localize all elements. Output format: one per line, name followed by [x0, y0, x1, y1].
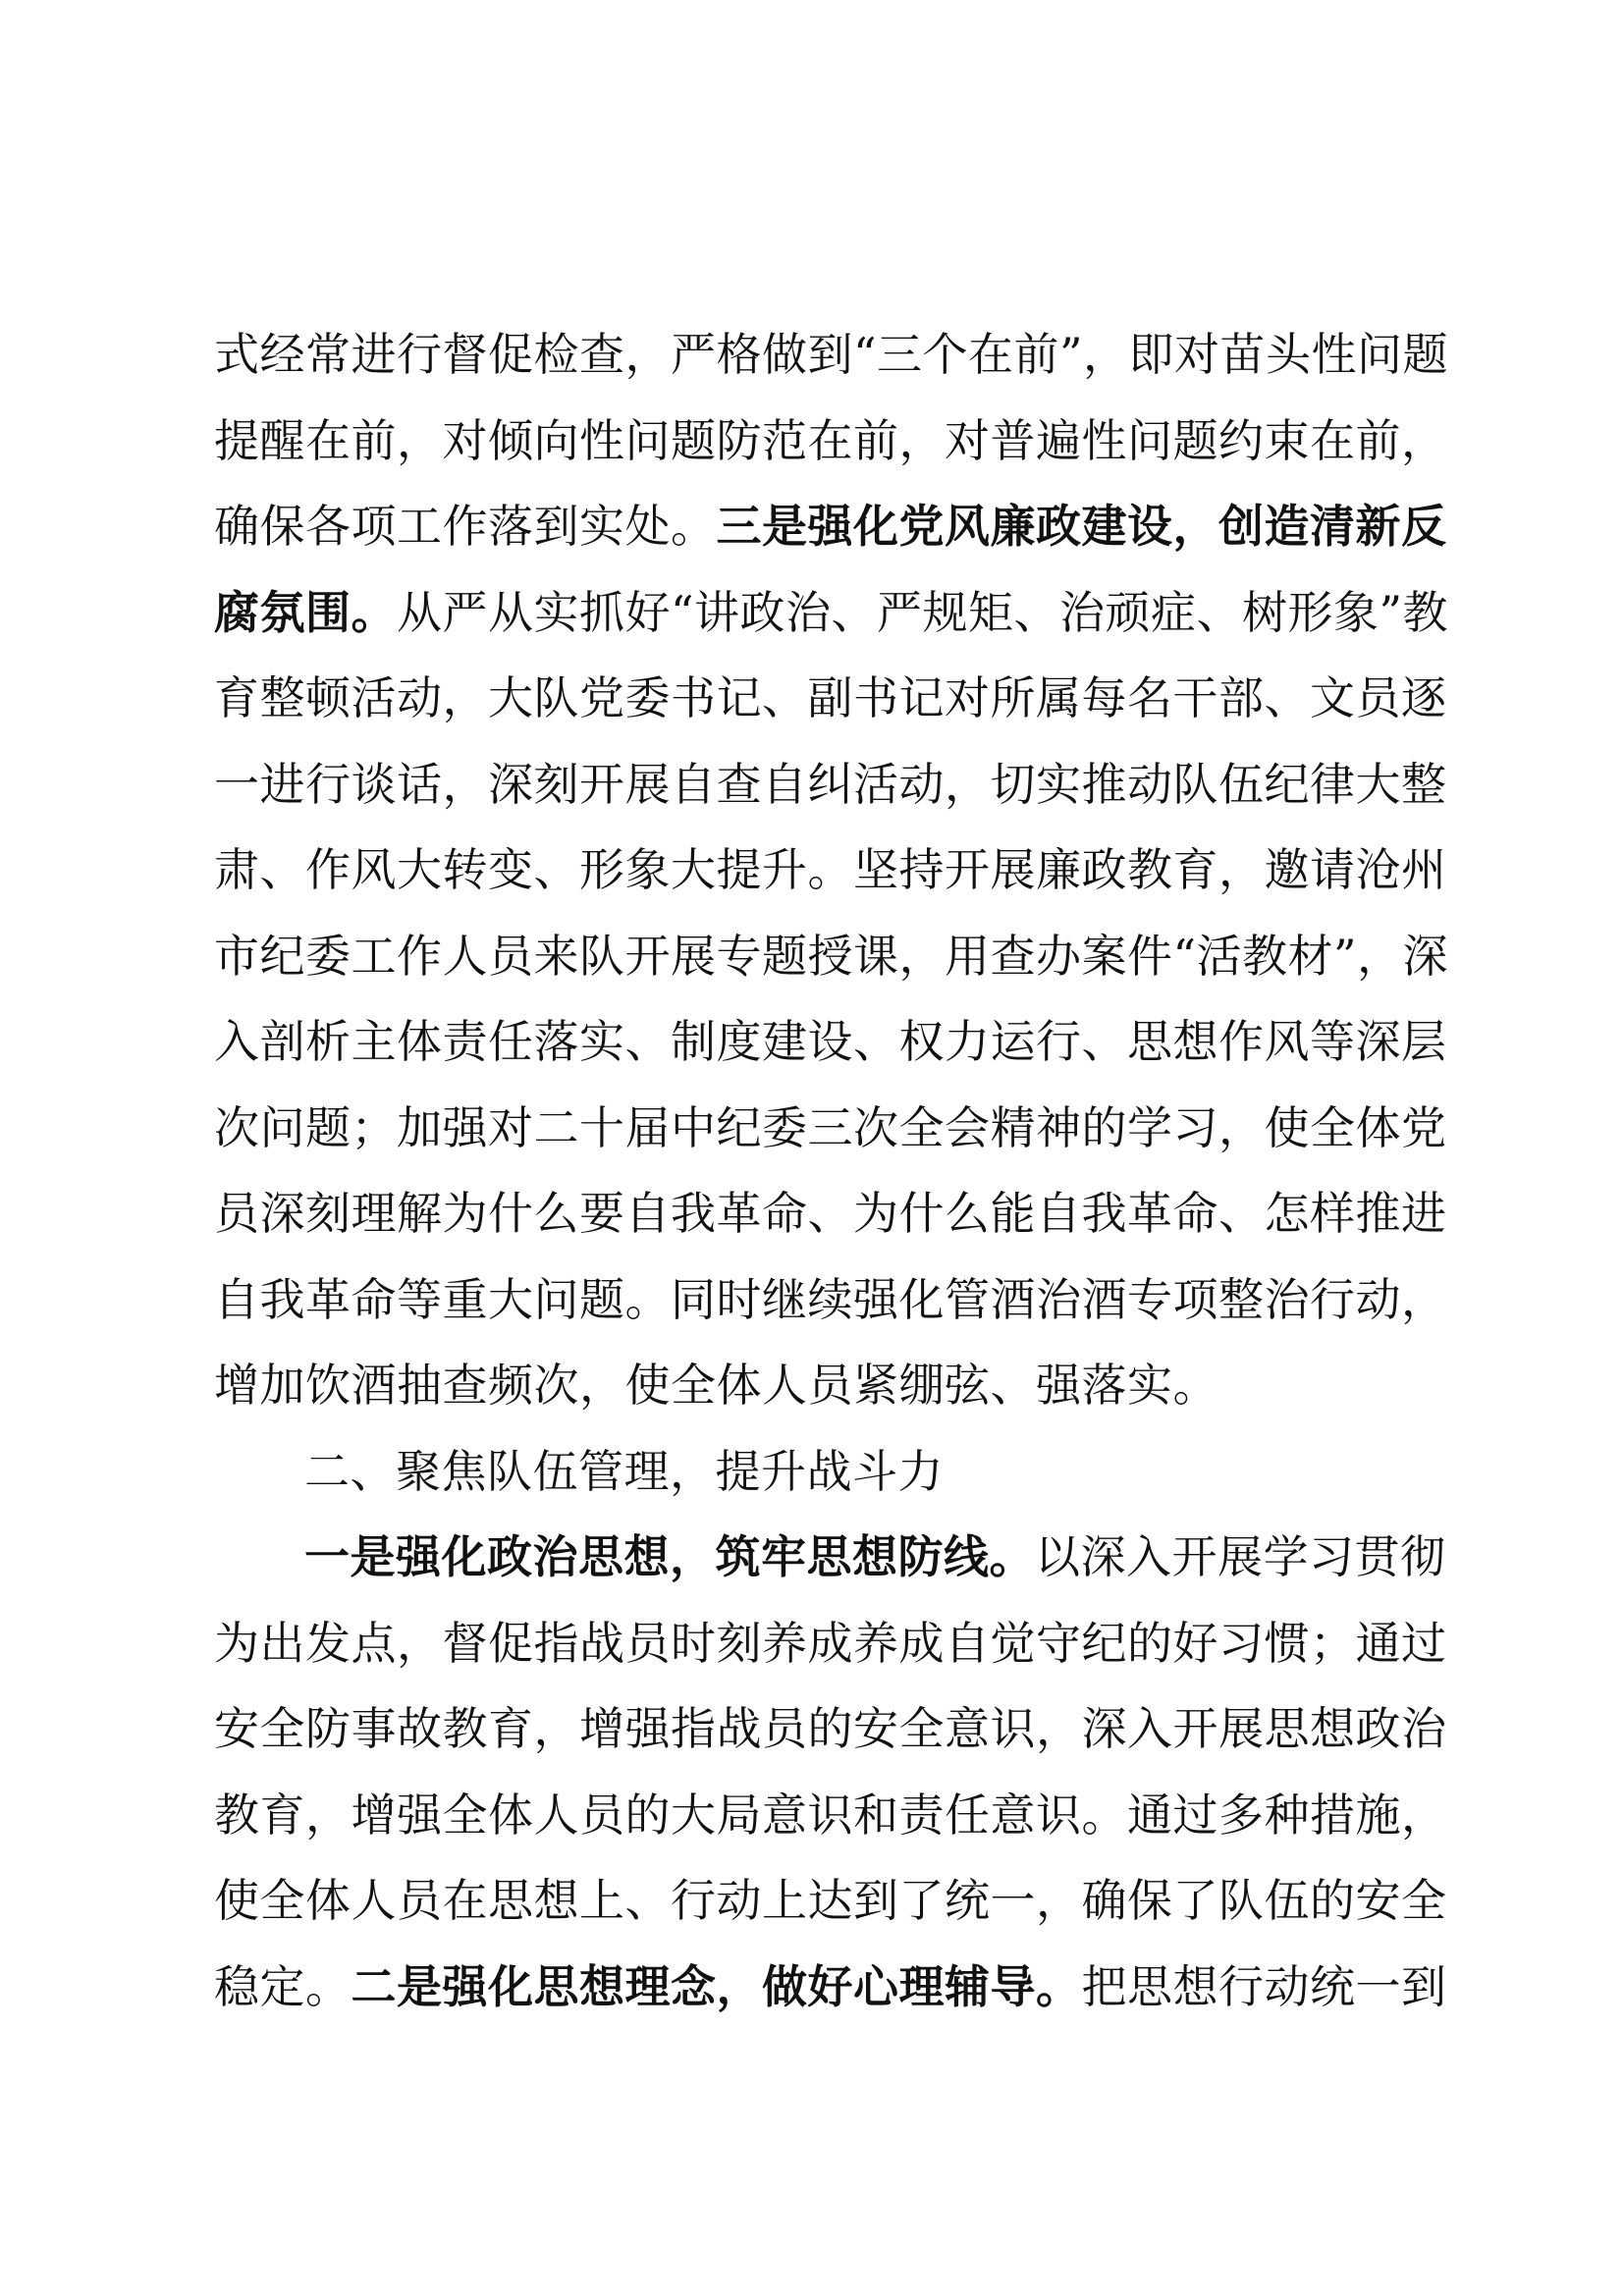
text-line — [214, 742, 1447, 828]
paragraph-text: 市纪委工作人员来队开展专题授课，用查办案件“活教材”，深 — [214, 929, 1449, 983]
paragraph-text: 入剖析主体责任落实、制度建设、权力运行、思想作风等深层 — [214, 1015, 1447, 1068]
text-line — [214, 828, 1447, 914]
paragraph-text: 确保各项工作落到实处。 — [214, 500, 717, 553]
paragraph-text: 以深入开展学习贯彻 — [1035, 1530, 1446, 1583]
paragraph-text: 二、聚焦队伍管理，提升战斗力 — [304, 1444, 944, 1498]
text-line — [214, 570, 1449, 657]
paragraph-text: 使全体人员在思想上、行动上达到了统一，确保了队伍的安全 — [214, 1874, 1447, 1927]
text-line — [214, 1257, 1447, 1344]
bold-heading-text: 一是强化政治思想，筑牢思想防线。 — [304, 1530, 1035, 1583]
text-line — [214, 1686, 1447, 1773]
bold-heading-text: 二是强化思想理念，做好心理辅导。 — [351, 1959, 1082, 2013]
text-line — [214, 1858, 1447, 1945]
paragraph-text: 一进行谈话，深刻开展自查自纠活动，切实推动队伍纪律大整 — [214, 757, 1447, 811]
text-line — [214, 914, 1449, 1000]
paragraph-text: 次问题；加强对二十届中纪委三次全会精神的学习，使全体党 — [214, 1100, 1447, 1154]
text-line — [214, 1086, 1447, 1172]
body-text — [214, 312, 1449, 2030]
paragraph-text: 肃、作风大转变、形象大提升。坚持开展廉政教育，邀请沧州 — [214, 843, 1447, 896]
bold-heading-text: 腐氛围。 — [214, 585, 397, 639]
bold-heading-text: 三是强化党风廉政建设，创造清新反 — [716, 500, 1447, 553]
text-line — [214, 399, 1447, 485]
paragraph-text: 增加饮酒抽查频次，使全体人员紧绷弦、强落实。 — [214, 1359, 1218, 1412]
paragraph-text: 式经常进行督促检查，严格做到“三个在前”，即对苗头性问题 — [214, 328, 1449, 381]
paragraph-text: 员深刻理解为什么要自我革命、为什么能自我革命、怎样推进 — [214, 1187, 1447, 1240]
text-line — [214, 1945, 1447, 2031]
paragraph-text: 稳定。 — [214, 1959, 352, 2013]
paragraph-text: 教育，增强全体人员的大局意识和责任意识。通过多种措施， — [214, 1788, 1447, 1842]
paragraph-text: 提醒在前，对倾向性问题防范在前，对普遍性问题约束在前， — [214, 413, 1447, 467]
text-line — [214, 312, 1449, 399]
paragraph-text: 育整顿活动，大队党委书记、副书记对所属每名干部、文员逐 — [214, 671, 1447, 724]
text-line — [214, 1171, 1447, 1257]
text-line — [214, 1773, 1447, 1859]
text-line — [214, 484, 1447, 570]
text-line — [214, 1343, 1432, 1429]
text-line — [214, 1429, 1432, 1516]
text-line — [214, 999, 1447, 1086]
text-line — [214, 1601, 1447, 1687]
paragraph-text: 把思想行动统一到 — [1081, 1959, 1447, 2013]
paragraph-text: 为出发点，督促指战员时刻养成养成自觉守纪的好习惯；通过 — [214, 1616, 1447, 1670]
paragraph-text: 自我革命等重大问题。同时继续强化管酒治酒专项整治行动， — [214, 1272, 1447, 1326]
text-line — [214, 1515, 1446, 1601]
paragraph-text: 安全防事故教育，增强指战员的安全意识，深入开展思想政治 — [214, 1702, 1447, 1755]
paragraph-text: 从严从实抓好“讲政治、严规矩、治顽症、树形象”教 — [397, 585, 1449, 639]
text-line — [214, 656, 1447, 742]
